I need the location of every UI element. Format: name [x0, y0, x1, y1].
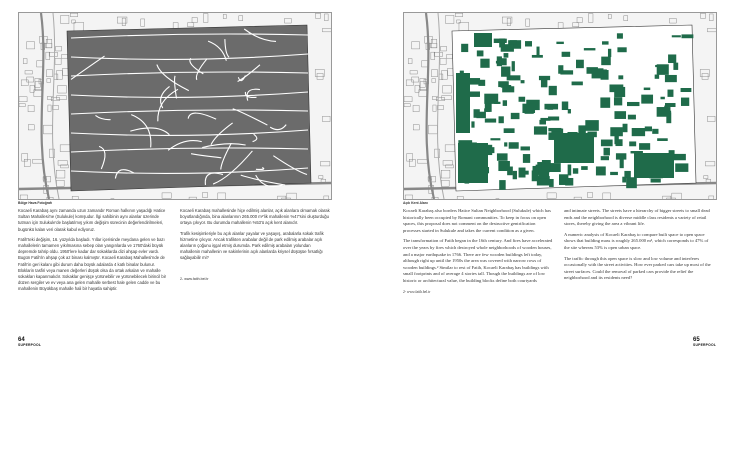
open-space — [484, 94, 498, 104]
open-space — [641, 95, 653, 104]
open-space — [523, 154, 530, 163]
open-space — [627, 102, 639, 106]
open-space — [568, 165, 572, 176]
open-space — [602, 41, 609, 44]
open-space — [626, 177, 637, 188]
map-caption: Bölge Hava Fotoğrafı — [18, 201, 53, 205]
open-space — [461, 44, 468, 52]
open-space — [485, 119, 496, 123]
open-space — [504, 53, 509, 58]
open-space — [469, 78, 480, 85]
district-area — [67, 25, 311, 191]
open-space — [581, 166, 588, 170]
open-space — [601, 57, 611, 66]
open-space — [477, 50, 484, 56]
open-space — [615, 139, 622, 146]
open-space — [503, 100, 507, 106]
open-space — [672, 35, 681, 37]
page-number — [693, 337, 716, 347]
open-space — [622, 177, 626, 183]
open-space — [655, 75, 659, 79]
paragraph: The traffic through this open space is slow and low volume and interferes occasionally with the street activities. How ever parked cars take up most of the street surfaces. Could the removal of parked cars provide the relief the neighborhood and its residents need? — [564, 255, 711, 281]
open-space — [657, 138, 668, 141]
paragraph: The transformation of Fatih began in the 16th century. And fires have accelerated over the years by fires which destroyed whole neighborhoods of wooden houses, and a major earthquake in 1766. There are few wooden buildings left today, although right up until the 1950s the area was covered with narrow rows of wooden buildings.² Similar to rest of Fatih, Kocaeli Karabaş has buildings with small footprints and of average 4 stories tall. Though the buildings are of low historic or architectural value, the building blocks define both courtyards — [403, 238, 553, 283]
open-space — [525, 41, 532, 46]
open-space — [510, 40, 517, 44]
open-space — [501, 67, 510, 77]
footnote: 2- www.fatih.bel.tr — [180, 276, 209, 281]
open-space — [609, 84, 623, 92]
open-space — [617, 33, 623, 38]
open-space — [471, 121, 474, 127]
open-space — [660, 97, 664, 100]
paragraph: Kocaeli Karabaş also borders Hatice Sultan Neighborhood (Sulukule) which has historically been occupied by Romani communities. To keep in focus on open spaces, this proposal does not comment on the destructive gentrification processes started in Sulukule and takes the current condition as a given. — [403, 208, 551, 233]
brand-label: SUPERPOOL — [693, 343, 717, 347]
open-space — [610, 127, 623, 136]
page-number — [18, 337, 41, 347]
open-space — [497, 153, 508, 160]
open-space — [498, 161, 510, 171]
text-column-2 — [180, 208, 330, 282]
paragraph: Kocaeli Karabaş mahallesinde hiçe edilmiş alanlar, açık alanlara olmamak olarak boyutlandığında, bina alanlarının 265.000 m²'lik mahallenin %47'sini oluşturduğu ortaya çıkıyor. Bu durumda mahallenin %53'ü açık kent alanıdır. — [180, 208, 330, 226]
open-space — [601, 156, 609, 160]
open-space — [681, 98, 689, 106]
open-space — [681, 88, 692, 92]
open-space — [513, 171, 517, 179]
open-space — [547, 106, 553, 110]
open-space — [584, 48, 596, 50]
open-space — [585, 120, 599, 131]
open-space — [519, 168, 526, 178]
open-space — [522, 104, 535, 113]
open-space — [499, 38, 505, 47]
open-space — [629, 141, 636, 146]
open-space — [512, 61, 515, 71]
open-space — [610, 172, 618, 175]
open-space — [549, 86, 557, 95]
open-space — [521, 146, 530, 150]
open-space — [543, 164, 547, 167]
open-space — [651, 179, 661, 183]
open-space — [617, 47, 626, 52]
open-space — [614, 97, 622, 105]
open-space — [665, 75, 677, 82]
open-space — [538, 169, 549, 179]
open-space — [541, 78, 547, 87]
open-space — [556, 42, 563, 44]
open-space — [675, 163, 688, 172]
paragraph: Fatih'teki değişim, 16. yüzyılda başladı. Yıllar içerisinde meydana gelen ve bazı mahallelerin tamamen yıkılmasına sebep olan yangınlarda ve 1760'daki büyük depremde tahrip oldu. 1950'lere kadar dar sokaklarda dizi ahşap evler vardı. Bugün Fatih'in ahşap çok az binası kalmıştır. Kocaeli Karabaş Mahallesi'nde de Fatih'in geri kalanı gibi durum daha büyük adalarda 4 katlı binalar bulunur. Bloklarin tasfiri veya manen değerleri düşük olsa da ortak arkaları ve mahalle sokakları kapanmalıdır. Sokaklar genişçe yürünebilir ve yürünebilecek birincil bir düzen sergiler ve ev veya ana gelen mahalle serbest hale gelen cadde ve bu mahallenin Büyükbaş mahalle hali bir hayatla sahiptir. — [18, 236, 167, 292]
open-space — [644, 88, 651, 91]
open-space — [592, 68, 604, 78]
open-space — [496, 61, 499, 64]
paragraph: Kocaeli Karabaş aynı zamanda uzun zamandır Roman halkının yaşadığı Hatice Sultan Mahallesi'ne (Sulukule) komşudur. İlgi sahibinin aynı alanlar üzerinde tutman için Sulukule'de başlatılmış yıkım değişim sürecinin değerlendirilmeleri, bugünkü kalan veri olarak kabul ediyoruz. — [18, 208, 166, 232]
open-space — [489, 147, 495, 153]
open-space — [501, 85, 511, 88]
brand-label: SUPERPOOL — [18, 343, 42, 347]
map-caption: Açık Kent Alanı — [403, 201, 428, 205]
open-space — [534, 126, 547, 134]
open-space-map — [403, 12, 717, 200]
text-column-2 — [564, 208, 714, 286]
open-space — [509, 142, 519, 148]
open-space — [667, 90, 673, 97]
open-space — [558, 65, 563, 74]
open-space — [548, 128, 561, 131]
open-space — [632, 128, 645, 136]
text-column-1 — [403, 208, 553, 295]
open-space — [616, 153, 626, 159]
open-space — [458, 143, 488, 183]
page-number-value: 64 — [18, 337, 25, 343]
open-space — [519, 97, 526, 102]
open-space — [501, 58, 507, 65]
open-space — [490, 138, 500, 140]
left-page — [0, 0, 367, 459]
open-space — [618, 75, 623, 79]
open-space — [521, 80, 525, 83]
open-space — [623, 124, 628, 132]
text-column-1 — [18, 208, 168, 297]
open-space — [608, 49, 611, 57]
open-space — [474, 109, 480, 118]
open-space — [474, 33, 492, 47]
open-space — [668, 54, 676, 63]
right-page — [368, 0, 735, 459]
open-space — [600, 97, 610, 107]
open-space — [628, 115, 636, 120]
street-network-figure — [19, 13, 331, 199]
open-space-figure — [404, 13, 716, 199]
open-space — [562, 52, 571, 57]
paragraph: Trafik kesişimleriyle bu açık alanlar yayalar ve yaşayış, arabalarla sokak trafik hizmetine çıkıyor. Ancak trafikten arabalar değil de park edilmiş arabalar açık alanların çoğunu işgal etmiş durumda. Park edilmiş arabaları yolundan mahallenin mahallenin ve sakinlerinin açık alanlarda kriysel düşüşüe fırsatlığı sağlayabilir mi? — [180, 230, 324, 261]
open-space — [634, 153, 674, 178]
open-space — [596, 166, 606, 175]
open-space — [673, 63, 678, 70]
open-space — [645, 126, 652, 131]
open-space — [562, 102, 568, 111]
open-space — [504, 128, 515, 133]
open-space — [532, 55, 543, 58]
open-space — [565, 178, 573, 186]
open-space — [549, 179, 554, 187]
open-space — [681, 34, 693, 38]
open-space — [532, 170, 539, 181]
open-space — [652, 129, 658, 134]
open-space — [456, 73, 470, 133]
open-space — [576, 60, 584, 68]
open-space — [499, 116, 504, 123]
open-space — [573, 168, 578, 173]
open-space — [504, 142, 507, 146]
open-space — [480, 59, 489, 68]
open-space — [568, 109, 571, 113]
open-space — [511, 113, 520, 119]
open-space — [614, 111, 626, 119]
paragraph: A numeric analysis of Kocaeli Karabaş to compare built space to open space shows that building mass is roughly 265.000 m², which corresponds to 47% of the site whereas 53% is open urban space. — [564, 231, 709, 250]
open-space — [657, 107, 671, 117]
open-space — [657, 64, 669, 75]
open-space — [639, 143, 650, 150]
page-number-value: 65 — [693, 337, 700, 343]
aerial-street-map — [18, 12, 332, 200]
open-space — [604, 148, 610, 156]
open-space — [572, 82, 583, 86]
open-space — [601, 140, 613, 147]
open-space — [539, 120, 546, 125]
open-space — [499, 180, 505, 190]
open-space — [458, 140, 472, 143]
open-space — [554, 133, 594, 163]
paragraph: and intimate streets. The streets have a hierarchy of bigger streets to small dead ends and the neighborhood is diverse middle class residents a variety of retail stores, thereby giving the area a vibrant life. — [564, 208, 710, 227]
footnote: 2- www.fatih.bel.tr — [403, 289, 431, 294]
